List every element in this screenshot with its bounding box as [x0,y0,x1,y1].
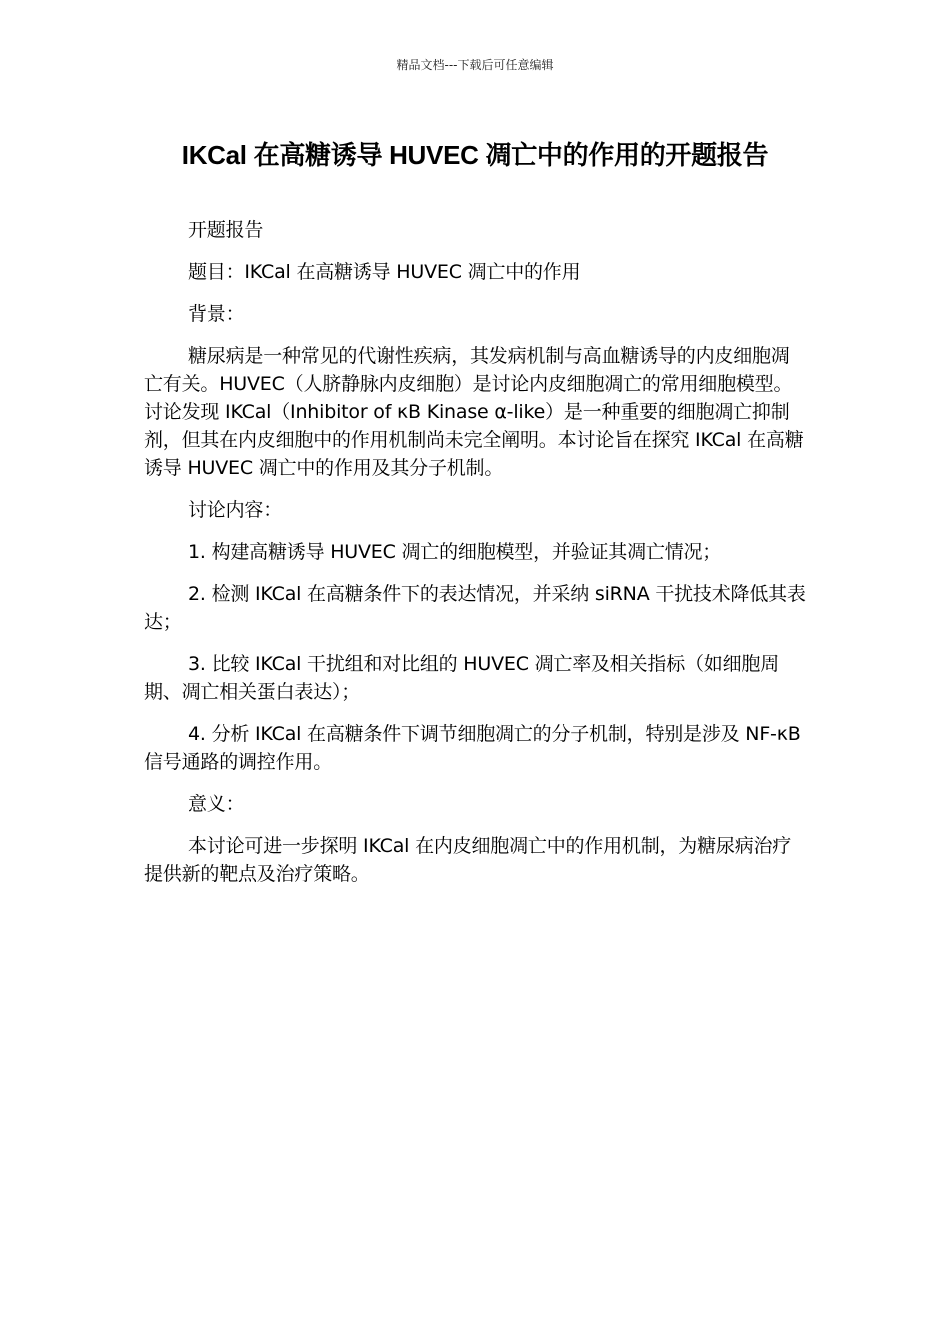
document-body [144,216,806,902]
content-item-4: 4. 分析 IKCal 在高糖条件下调节细胞凋亡的分子机制，特别是涉及 NF-κB 信号通路的调控作用。 [144,723,801,773]
section-heading-report: 开题报告 [188,219,264,241]
content-item-3: 3. 比较 IKCal 干扰组和对比组的 HUVEC 凋亡率及相关指标（如细胞周期、凋亡相关蛋白表达）； [144,653,780,703]
section-heading-content: 讨论内容： [188,499,283,521]
section-heading-background: 背景： [188,303,245,325]
significance-paragraph: 本讨论可进一步探明 IKCal 在内皮细胞凋亡中的作用机制，为糖尿病治疗提供新的靶点及治疗策略。 [144,835,792,885]
page-header: 精品文档---下载后可任意编辑 [396,58,554,72]
topic-line: 题目：IKCal 在高糖诱导 HUVEC 凋亡中的作用 [188,261,581,283]
background-paragraph: 糖尿病是一种常见的代谢性疾病，其发病机制与高血糖诱导的内皮细胞凋亡有关。HUVEC（人脐静脉内皮细胞）是讨论内皮细胞凋亡的常用细胞模型。讨论发现 IKCal（Inhibitor of κB Kinase α-like）是一种重要的细胞凋亡抑制剂，但其在内皮细胞中的作用机制尚未完全阐明。本讨论旨在探究 IKCal 在高糖诱导 HUVEC 凋亡中的作用及其分子机制。 [144,345,804,479]
content-item-2: 2. 检测 IKCal 在高糖条件下的表达情况，并采纳 siRNA 干扰技术降低其表达； [144,583,806,633]
document-title: IKCal 在高糖诱导 HUVEC 凋亡中的作用的开题报告 [181,140,769,170]
section-heading-significance: 意义： [188,793,245,815]
content-item-1: 1. 构建高糖诱导 HUVEC 凋亡的细胞模型，并验证其凋亡情况； [188,541,722,563]
